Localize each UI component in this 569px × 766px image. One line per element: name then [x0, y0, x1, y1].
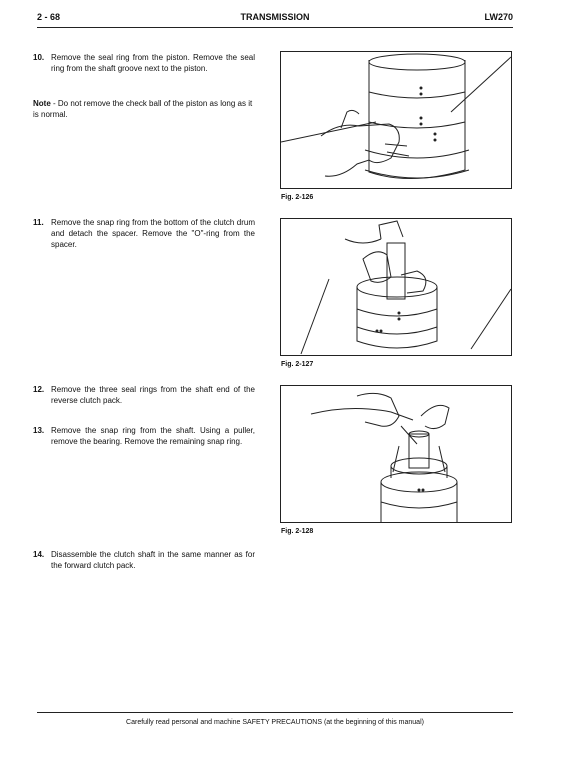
step-text: Remove the seal ring from the piston. Remove the seal ring from the shaft groove next to the piston.: [51, 53, 255, 73]
step-number: 12.: [33, 385, 45, 394]
figure-2-128: [280, 385, 512, 523]
step-number: 11.: [33, 218, 44, 227]
page-number: 2 - 68: [37, 12, 61, 22]
footer-rule: [37, 712, 513, 713]
step-13: [33, 425, 255, 447]
step-text: Disassemble the clutch shaft in the same manner as for the forward clutch pack.: [51, 550, 255, 570]
step-10: [33, 52, 255, 74]
step-11: [33, 217, 255, 250]
page-header: [37, 12, 513, 26]
figure-2-127: [280, 218, 512, 356]
clutch-drum-spacer-illustration: [281, 219, 511, 355]
step-text: Remove the snap ring from the shaft. Using a puller, remove the bearing. Remove the remaining snap ring.: [51, 426, 255, 446]
footer-text: Carefully read personal and machine SAFETY PRECAUTIONS (at the beginning of this manual): [126, 719, 424, 726]
step-12: [33, 384, 255, 406]
step-number: 13.: [33, 426, 45, 435]
step-number: 10.: [33, 53, 45, 62]
section-title: TRANSMISSION: [240, 12, 310, 22]
header-rule: [37, 27, 513, 28]
bearing-puller-illustration: [281, 386, 511, 522]
step-text: Remove the snap ring from the bottom of the clutch drum and detach the spacer. Remove the "O"-ring from the spacer.: [51, 218, 255, 249]
clutch-drum-seal-illustration: [281, 52, 511, 188]
step-number: 14.: [33, 550, 45, 559]
note-text: - Do not remove the check ball of the piston as long as it is normal.: [33, 99, 253, 119]
model-name: LW270: [484, 12, 513, 22]
figure-caption: Fig. 2-127: [281, 361, 314, 368]
figure-caption: Fig. 2-126: [281, 194, 314, 201]
note: [33, 98, 255, 120]
step-text: Remove the three seal rings from the shaft end of the reverse clutch pack.: [51, 385, 255, 405]
step-14: [33, 549, 255, 571]
figure-2-126: [280, 51, 512, 189]
figure-caption: Fig. 2-128: [281, 528, 314, 535]
note-label: Note: [33, 99, 51, 108]
